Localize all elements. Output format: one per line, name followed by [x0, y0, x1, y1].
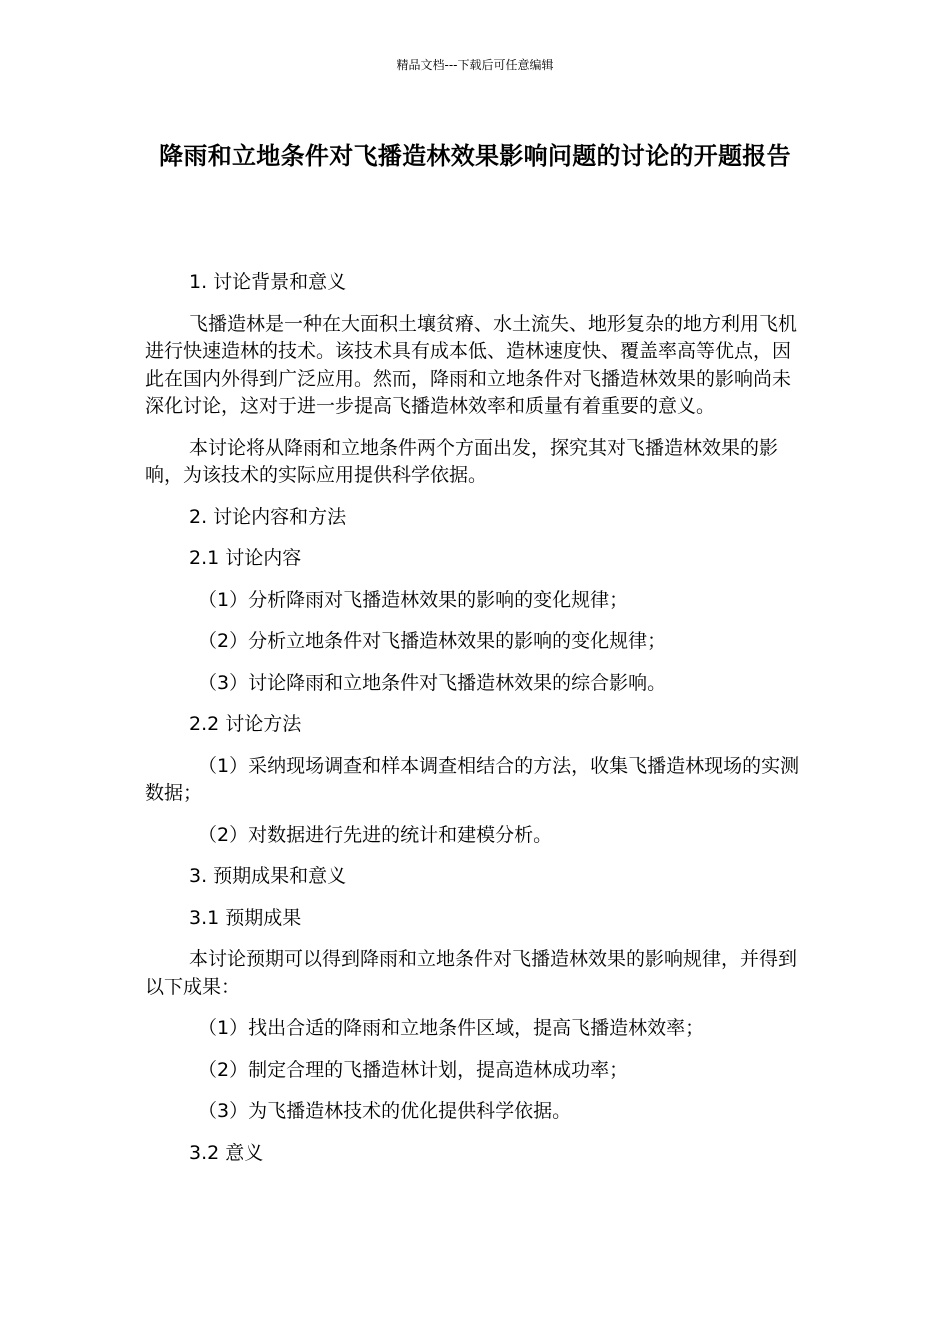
subsection-heading: 2.1 讨论内容 — [189, 547, 302, 569]
list-item: （2）分析立地条件对飞播造林效果的影响的变化规律； — [198, 630, 667, 652]
subsection-heading: 3.1 预期成果 — [189, 906, 302, 929]
document-body — [145, 269, 805, 1181]
document-title: 降雨和立地条件对飞播造林效果影响问题的讨论的开题报告 — [159, 142, 791, 170]
section-heading: 3. 预期成果和意义 — [189, 865, 347, 887]
paragraph: 本讨论将从降雨和立地条件两个方面出发，探究其对飞播造林效果的影响，为该技术的实际应用提供科学依据。 — [145, 436, 779, 486]
paragraph: 飞播造林是一种在大面积土壤贫瘠、水土流失、地形复杂的地方利用飞机进行快速造林的技术。该技术具有成本低、造林速度快、覆盖率高等优点，因此在国内外得到广泛应用。然而，降雨和立地条件对飞播造林效果的影响尚未深化讨论，这对于进一步提高飞播造林效率和质量有着重要的意义。 — [145, 312, 798, 417]
list-item: （3）讨论降雨和立地条件对飞播造林效果的综合影响。 — [198, 671, 667, 694]
paragraph: 本讨论预期可以得到降雨和立地条件对飞播造林效果的影响规律，并得到以下成果： — [145, 948, 798, 998]
list-item: （2）制定合理的飞播造林计划，提高造林成功率； — [198, 1058, 629, 1081]
subsection-heading: 2.2 讨论方法 — [189, 713, 302, 735]
list-item: （1）找出合适的降雨和立地条件区域，提高飞播造林效率； — [198, 1017, 705, 1039]
list-item: （1）采纳现场调查和样本调查相结合的方法，收集飞播造林现场的实测数据； — [145, 754, 800, 804]
list-item: （2）对数据进行先进的统计和建模分析。 — [198, 823, 553, 846]
list-item: （1）分析降雨对飞播造林效果的影响的变化规律； — [198, 588, 629, 611]
subsection-heading: 3.2 意义 — [189, 1141, 264, 1164]
list-item: （3）为飞播造林技术的优化提供科学依据。 — [198, 1100, 572, 1122]
section-heading: 2. 讨论内容和方法 — [189, 505, 347, 528]
header-note: 精品文档---下载后可任意编辑 — [396, 58, 554, 72]
section-heading: 1. 讨论背景和意义 — [189, 271, 347, 293]
